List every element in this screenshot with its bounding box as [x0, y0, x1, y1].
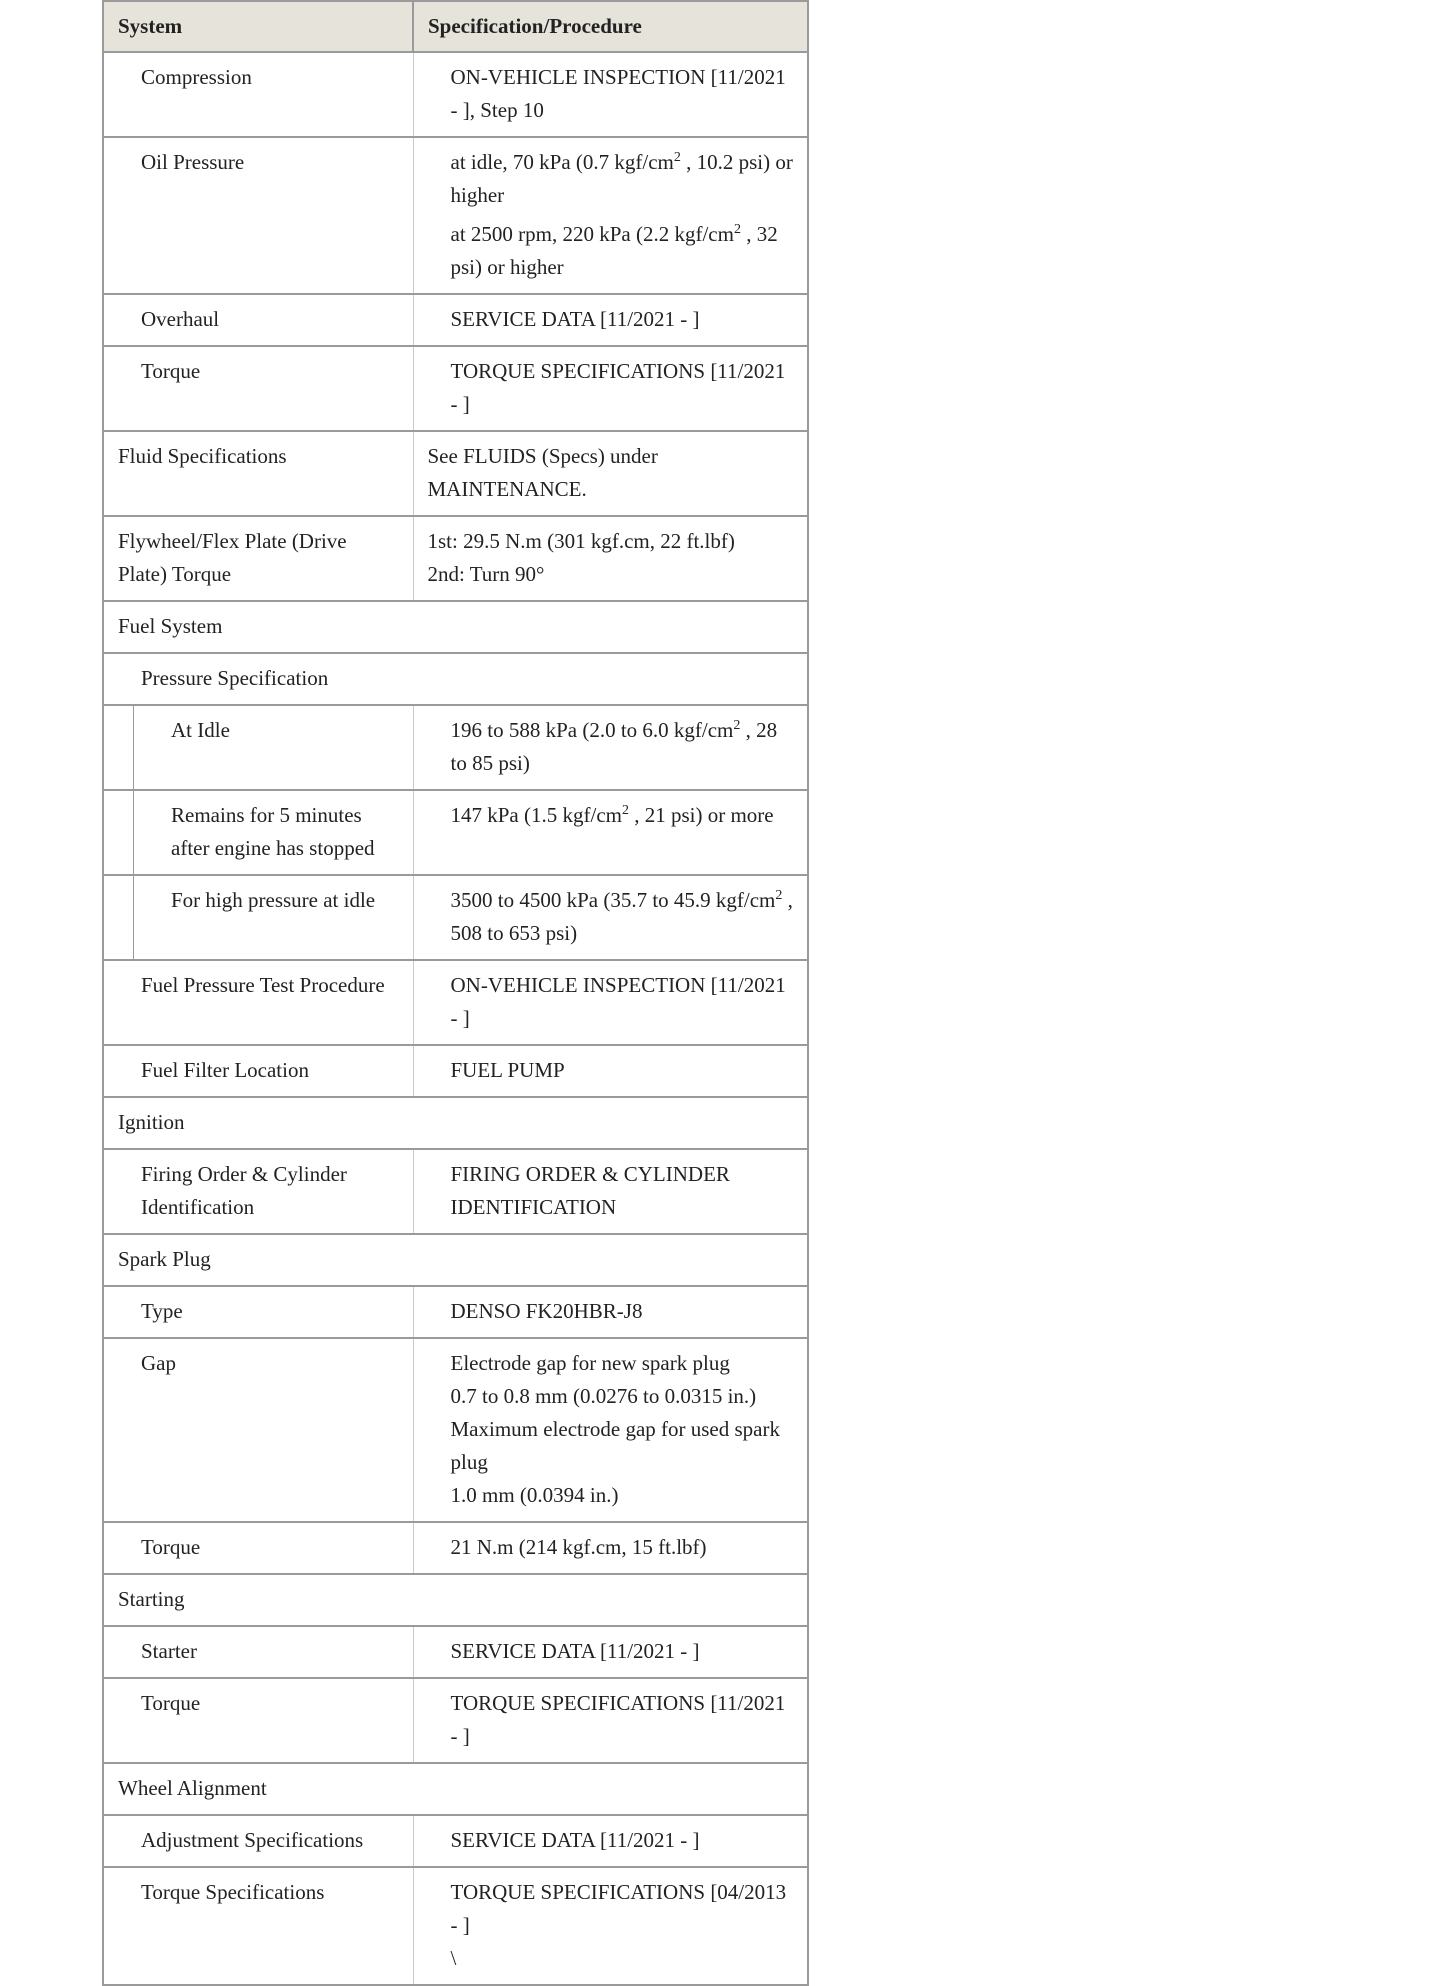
row-label: Fuel Filter Location: [103, 1045, 413, 1097]
table-header-row: [103, 1, 808, 52]
row-value: 3500 to 4500 kPa (35.7 to 45.9 kgf/$cm^2$ , 508 to 653 psi): [413, 875, 808, 960]
wheel-torque-backslash: \: [450, 1946, 457, 1970]
row-label: For high pressure at idle: [171, 888, 376, 912]
section-row: [103, 1234, 808, 1286]
table-row: [103, 875, 808, 960]
table-row: [103, 960, 808, 1045]
gap-new-value: 0.7 to 0.8 mm (0.0276 to 0.0315 in.): [450, 1384, 757, 1408]
row-value: DENSO FK20HBR-J8: [413, 1286, 808, 1338]
row-value: TORQUE SPECIFICATIONS [11/2021 - ]: [413, 346, 808, 431]
row-value: 196 to 588 kPa (2.0 to 6.0 kgf/$cm^2$ , 28 to 85 psi): [413, 705, 808, 790]
table-row: [103, 1678, 808, 1763]
table-row: [103, 346, 808, 431]
table-row: [103, 431, 808, 516]
table-row: [103, 1286, 808, 1338]
gap-new-label: Electrode gap for new spark plug: [450, 1351, 730, 1375]
gap-max-value: 1.0 mm (0.0394 in.): [450, 1483, 619, 1507]
table-row: [103, 1149, 808, 1234]
row-label: Torque: [103, 1522, 413, 1574]
table-row: [103, 294, 808, 346]
section-row: [103, 601, 808, 653]
section-starting: Starting: [103, 1574, 808, 1626]
row-value: 21 N.m (214 kgf.cm, 15 ft.lbf): [413, 1522, 808, 1574]
row-label-nested: [103, 705, 413, 790]
row-label-nested: [103, 790, 413, 875]
row-label: Torque: [103, 1678, 413, 1763]
row-label: Type: [103, 1286, 413, 1338]
wheel-torque-ref: TORQUE SPECIFICATIONS [04/2013 - ]: [450, 1880, 787, 1937]
row-label: Torque: [103, 346, 413, 431]
row-value: ON-VEHICLE INSPECTION [11/2021 - ], Step 10: [413, 52, 808, 137]
row-value: TORQUE SPECIFICATIONS [11/2021 - ]: [413, 1678, 808, 1763]
row-label: Remains for 5 minutes after engine has stopped: [171, 803, 375, 860]
row-value: ON-VEHICLE INSPECTION [11/2021 - ]: [413, 960, 808, 1045]
row-value: SERVICE DATA [11/2021 - ]: [413, 1815, 808, 1867]
table-row: [103, 52, 808, 137]
section-ignition: Ignition: [103, 1097, 808, 1149]
table-row: [103, 1867, 808, 1985]
row-label: Torque Specifications: [103, 1867, 413, 1985]
row-label-nested: [103, 875, 413, 960]
section-row: [103, 1574, 808, 1626]
row-value: SERVICE DATA [11/2021 - ]: [413, 294, 808, 346]
section-spark-plug: Spark Plug: [103, 1234, 808, 1286]
row-label: Compression: [103, 52, 413, 137]
row-value: [413, 516, 808, 601]
row-value: SERVICE DATA [11/2021 - ]: [413, 1626, 808, 1678]
flywheel-step-2: 2nd: Turn 90°: [427, 562, 545, 586]
row-label: Firing Order & Cylinder Identification: [103, 1149, 413, 1234]
section-fuel-system: Fuel System: [103, 601, 808, 653]
table-row: [103, 1045, 808, 1097]
row-label: Oil Pressure: [103, 137, 413, 294]
row-value: 147 kPa (1.5 kgf/$cm^2$ , 21 psi) or more: [413, 790, 808, 875]
oil-pressure-2500: at 2500 rpm, 220 kPa (2.2 kgf/$cm^2$ , 32 psi) or higher: [450, 222, 778, 279]
row-value: FIRING ORDER & CYLINDER IDENTIFICATION: [413, 1149, 808, 1234]
header-specification: Specification/Procedure: [413, 1, 808, 52]
section-wheel-alignment: Wheel Alignment: [103, 1763, 808, 1815]
specifications-table: [102, 0, 809, 1986]
row-value: [413, 1338, 808, 1522]
indent-stub: [104, 876, 134, 959]
table-row: [103, 516, 808, 601]
table-row: [103, 1522, 808, 1574]
row-label: Gap: [103, 1338, 413, 1522]
table-row: [103, 1338, 808, 1522]
row-label: Flywheel/Flex Plate (Drive Plate) Torque: [103, 516, 413, 601]
table-row: [103, 705, 808, 790]
row-label: At Idle: [171, 718, 230, 742]
row-label: Fluid Specifications: [103, 431, 413, 516]
header-system: System: [103, 1, 413, 52]
table-row: [103, 1626, 808, 1678]
flywheel-step-1: 1st: 29.5 N.m (301 kgf.cm, 22 ft.lbf): [427, 529, 735, 553]
row-label: Starter: [103, 1626, 413, 1678]
table-row: [103, 1815, 808, 1867]
row-label: Fuel Pressure Test Procedure: [103, 960, 413, 1045]
section-row: [103, 1763, 808, 1815]
indent-stub: [104, 706, 134, 789]
indent-stub: [104, 791, 134, 874]
table-row: [103, 137, 808, 294]
row-value: See FLUIDS (Specs) under MAINTENANCE.: [413, 431, 808, 516]
section-row: [103, 1097, 808, 1149]
subsection-pressure-specification: Pressure Specification: [103, 653, 808, 705]
gap-max-label: Maximum electrode gap for used spark plug: [450, 1417, 780, 1474]
row-value: FUEL PUMP: [413, 1045, 808, 1097]
table-row: [103, 790, 808, 875]
subsection-row: [103, 653, 808, 705]
row-label: Adjustment Specifications: [103, 1815, 413, 1867]
oil-pressure-idle: at idle, 70 kPa (0.7 kgf/$cm^2$ , 10.2 psi) or higher: [450, 150, 793, 207]
row-value: [413, 137, 808, 294]
row-value: [413, 1867, 808, 1985]
row-label: Overhaul: [103, 294, 413, 346]
